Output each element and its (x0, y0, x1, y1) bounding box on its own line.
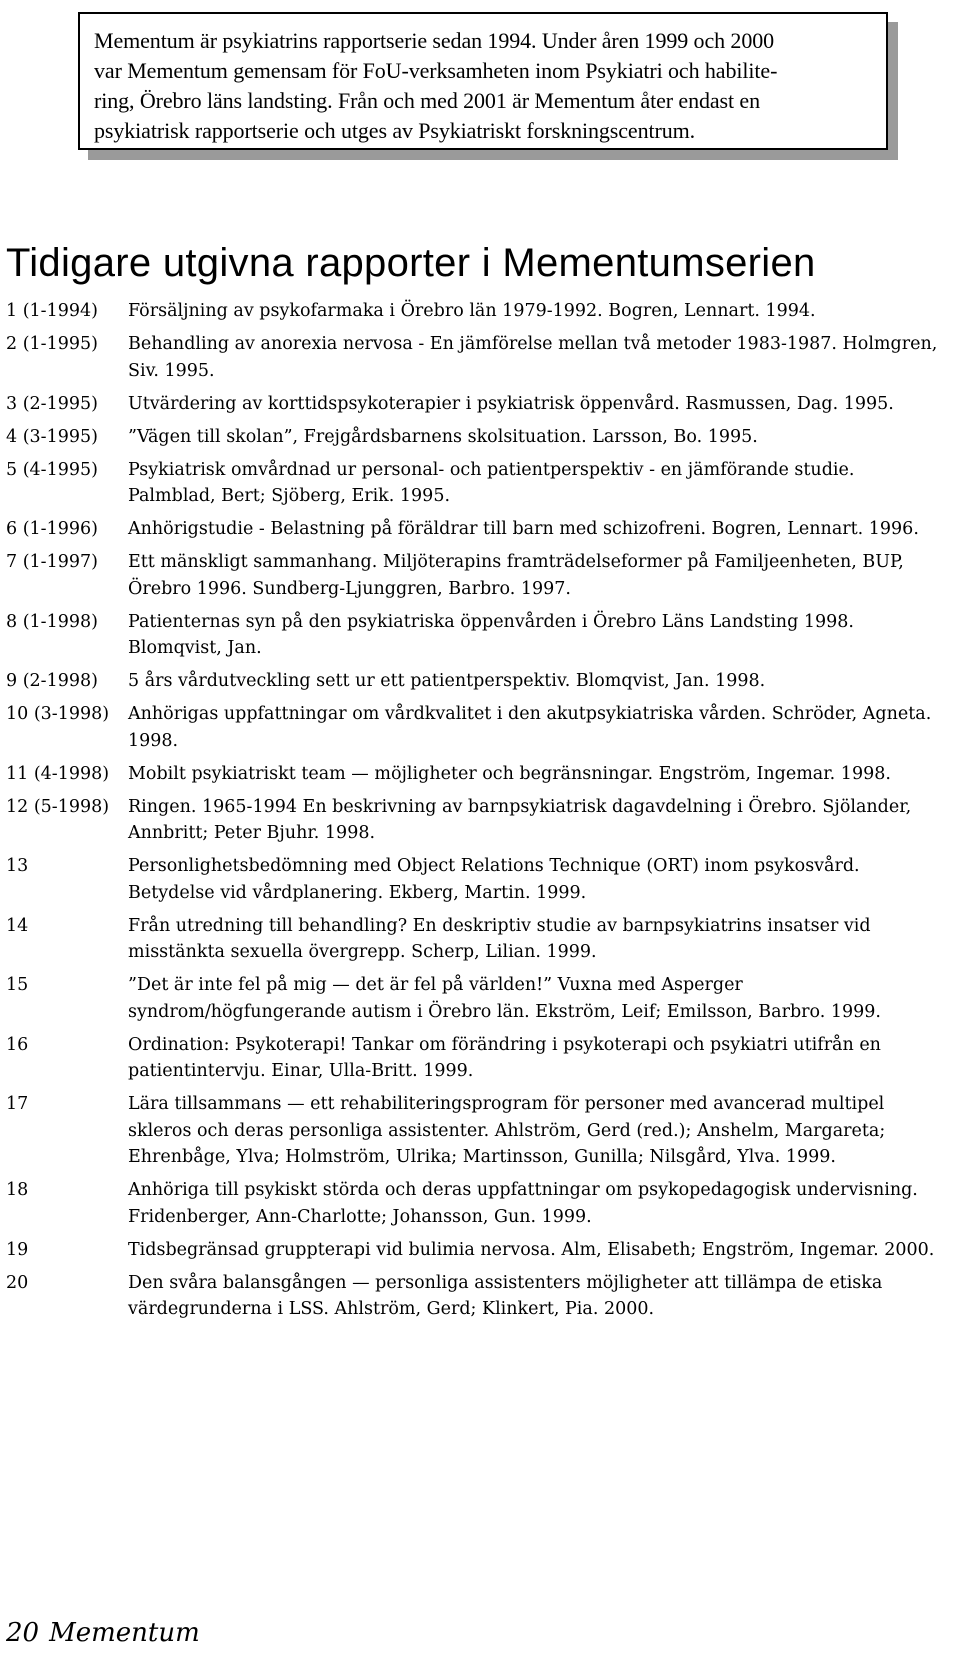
report-text: ”Det är inte fel på mig — det är fel på världen!” Vuxna med Asperger syndrom/högfungerande autism i Örebro län. Ekström, Leif; Emilsson, Barbro. 1999. (128, 975, 881, 1022)
report-list (6, 298, 946, 1329)
report-item (6, 516, 946, 543)
report-item (6, 701, 946, 754)
report-text: Patienternas syn på den psykiatriska öppenvården i Örebro Läns Landsting 1998. Blomqvist, Jan. (128, 611, 854, 658)
report-item (6, 668, 946, 695)
report-number: 1 (1-1994) (6, 301, 98, 321)
report-text: Lära tillsammans — ett rehabiliteringsprogram för personer med avancerad multipel skleros och deras personliga assistenter. Ahlström, Gerd (red.); Anshelm, Margareta; Ehrenbåge, Ylva; Holmström, Ulrika; Martinsson, Gunilla; Nilsgård, Ylva. 1999. (128, 1094, 886, 1167)
report-number: 11 (4-1998) (6, 763, 110, 784)
report-text: Anhörigas uppfattningar om vårdkvalitet i den akutpsykiatriska vården. Schröder, Agneta. 1998. (128, 704, 932, 751)
report-text: Anhörigstudie - Belastning på föräldrar till barn med schizofreni. Bogren, Lennart. 1996. (128, 519, 919, 539)
report-number: 8 (1-1998) (6, 611, 98, 632)
page-number: 20 (6, 1618, 40, 1648)
report-text: Behandling av anorexia nervosa - En jämförelse mellan två metoder 1983-1987. Holmgren, Siv. 1995. (128, 334, 938, 381)
page-footer (6, 1616, 200, 1650)
report-item (6, 549, 946, 602)
report-item (6, 761, 946, 788)
report-number: 7 (1-1997) (6, 552, 98, 572)
report-item (6, 331, 946, 384)
report-item (6, 794, 946, 847)
intro-line: var Mementum gemensam för FoU-verksamheten inom Psykiatri och habilite- (94, 58, 778, 83)
report-text: Ett mänskligt sammanhang. Miljöterapins framträdelseformer på Familjeenheten, BUP, Örebro 1996. Sundberg-Ljunggren, Barbro. 1997. (128, 552, 904, 599)
intro-box (78, 12, 888, 150)
page-heading: Tidigare utgivna rapporter i Mementumserien (6, 241, 816, 285)
report-number: 16 (6, 1034, 29, 1055)
report-number: 19 (6, 1239, 29, 1260)
report-item (6, 457, 946, 510)
report-text: ”Vägen till skolan”, Frejgårdsbarnens skolsituation. Larsson, Bo. 1995. (128, 426, 758, 447)
report-number: 17 (6, 1094, 29, 1114)
report-number: 12 (5-1998) (6, 796, 110, 817)
report-item (6, 1270, 946, 1323)
report-item (6, 972, 946, 1025)
report-item (6, 298, 946, 325)
report-item (6, 853, 946, 906)
report-number: 9 (2-1998) (6, 671, 98, 691)
report-text: Mobilt psykiatriskt team — möjligheter och begränsningar. Engström, Ingemar. 1998. (128, 763, 891, 784)
report-item (6, 1177, 946, 1230)
report-item (6, 1091, 946, 1171)
report-number: 4 (3-1995) (6, 426, 98, 447)
report-number: 5 (4-1995) (6, 459, 98, 480)
report-text: Försäljning av psykofarmaka i Örebro län 1979-1992. Bogren, Lennart. 1994. (128, 301, 816, 321)
report-item (6, 913, 946, 966)
report-text: Personlighetsbedömning med Object Relations Technique (ORT) inom psykosvård. Betydelse vid vårdplanering. Ekberg, Martin. 1999. (128, 856, 860, 903)
report-text: Psykiatrisk omvårdnad ur personal- och patientperspektiv - en jämförande studie. Palmblad, Bert; Sjöberg, Erik. 1995. (128, 459, 855, 506)
series-name: Mementum (49, 1618, 200, 1648)
report-number: 18 (6, 1180, 29, 1200)
report-text: 5 års vårdutveckling sett ur ett patientperspektiv. Blomqvist, Jan. 1998. (128, 671, 766, 691)
intro-line: psykiatrisk rapportserie och utges av Psykiatriskt forskningscentrum. (94, 118, 696, 143)
report-item (6, 1032, 946, 1085)
report-number: 13 (6, 856, 29, 876)
report-text: Den svåra balansgången — personliga assistenters möjligheter att tillämpa de etiska värdegrunderna i LSS. Ahlström, Gerd; Klinkert, Pia. 2000. (128, 1272, 883, 1319)
report-number: 15 (6, 975, 29, 995)
report-number: 20 (6, 1272, 29, 1293)
report-number: 6 (1-1996) (6, 519, 98, 539)
report-text: Från utredning till behandling? En deskriptiv studie av barnpsykiatrins insatser vid misstänkta sexuella övergrepp. Scherp, Lilian. 1999. (128, 915, 871, 962)
intro-line: ring, Örebro läns landsting. Från och med 2001 är Mementum åter endast en (94, 88, 760, 113)
report-number: 10 (3-1998) (6, 704, 110, 724)
report-item (6, 609, 946, 662)
intro-line: Mementum är psykiatrins rapportserie sedan 1994. Under åren 1999 och 2000 (94, 28, 775, 53)
report-text: Ringen. 1965-1994 En beskrivning av barnpsykiatrisk dagavdelning i Örebro. Sjölander, Annbritt; Peter Bjuhr. 1998. (128, 796, 912, 843)
report-item (6, 391, 946, 418)
report-number: 3 (2-1995) (6, 393, 98, 414)
report-item (6, 1237, 946, 1264)
report-text: Tidsbegränsad gruppterapi vid bulimia nervosa. Alm, Elisabeth; Engström, Ingemar. 2000. (128, 1239, 935, 1260)
report-number: 14 (6, 915, 29, 936)
report-text: Utvärdering av korttidspsykoterapier i psykiatrisk öppenvård. Rasmussen, Dag. 1995. (128, 393, 894, 414)
report-text: Ordination: Psykoterapi! Tankar om förändring i psykoterapi och psykiatri utifrån en patientintervju. Einar, Ulla-Britt. 1999. (128, 1034, 881, 1081)
report-item (6, 424, 946, 451)
report-text: Anhöriga till psykiskt störda och deras uppfattningar om psykopedagogisk undervisning. Fridenberger, Ann-Charlotte; Johansson, Gun. 1999. (128, 1180, 918, 1227)
report-number: 2 (1-1995) (6, 334, 98, 354)
